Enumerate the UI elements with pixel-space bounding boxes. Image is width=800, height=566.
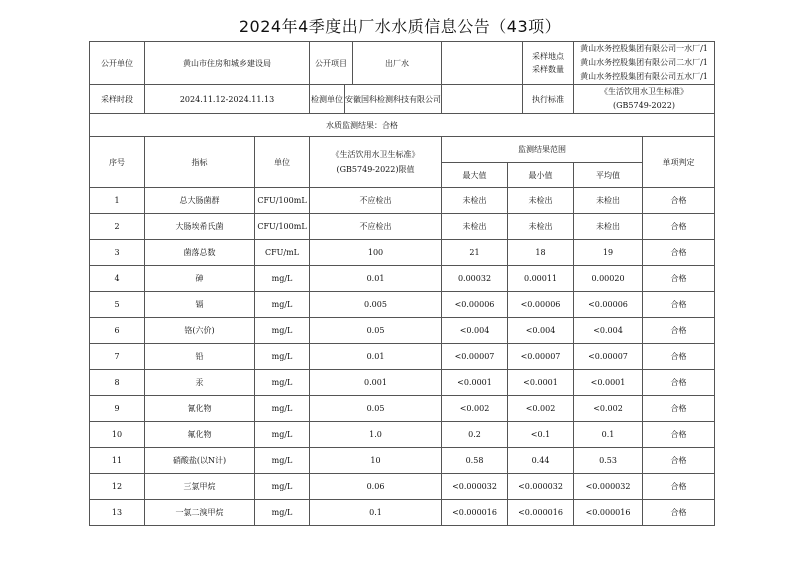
site-item: 黄山水务控股集团有限公司一水厂/1 [580, 44, 708, 53]
limit-cell: 0.05 [310, 318, 442, 344]
row-number: 3 [90, 240, 145, 266]
max-cell: 0.00032 [442, 266, 508, 292]
avg-cell: <0.0001 [574, 370, 643, 396]
row-number: 12 [90, 474, 145, 500]
judge-cell: 合格 [643, 292, 715, 318]
col-header-judge: 单项判定 [643, 137, 715, 188]
avg-cell: 19 [574, 240, 643, 266]
limit-cell: 0.05 [310, 396, 442, 422]
col-header-range: 监测结果范围 [442, 137, 643, 163]
unit-cell: mg/L [255, 344, 310, 370]
indicator-name: 一氯二溴甲烷 [145, 500, 255, 526]
unit-label: 公开单位 [90, 42, 145, 85]
row-number: 11 [90, 448, 145, 474]
col-header-limit [310, 137, 442, 188]
row-number: 2 [90, 214, 145, 240]
unit-cell: CFU/100mL [255, 214, 310, 240]
unit-cell: mg/L [255, 396, 310, 422]
indicator-name: 氟化物 [145, 422, 255, 448]
indicator-name: 总大肠菌群 [145, 188, 255, 214]
project-value-extension [442, 42, 574, 85]
time-value: 2024.11.12-2024.11.13 [145, 85, 310, 114]
table-row [90, 292, 715, 318]
judge-cell: 合格 [643, 448, 715, 474]
limit-cell: 不应检出 [310, 188, 442, 214]
result-summary: 水质监测结果：合格 [90, 114, 715, 137]
judge-cell: 合格 [643, 474, 715, 500]
row-number: 13 [90, 500, 145, 526]
standard-label: 执行标准 [522, 85, 573, 113]
max-cell: <0.00006 [442, 292, 508, 318]
row-number: 4 [90, 266, 145, 292]
table-row [90, 422, 715, 448]
agency-label: 检测单位 [310, 85, 345, 113]
max-cell: <0.00007 [442, 344, 508, 370]
site-label: 采样地点 [532, 52, 564, 61]
table-row [90, 474, 715, 500]
min-cell: <0.004 [508, 318, 574, 344]
judge-cell: 合格 [643, 188, 715, 214]
min-cell: <0.0001 [508, 370, 574, 396]
indicator-name: 三氯甲烷 [145, 474, 255, 500]
project-label: 公开项目 [310, 42, 353, 84]
table-row [90, 188, 715, 214]
site-labels [522, 42, 573, 84]
indicator-name: 大肠埃希氏菌 [145, 214, 255, 240]
table-row [90, 370, 715, 396]
agency-value: 安徽国科检测科技有限公司 [345, 94, 441, 104]
table-row [90, 214, 715, 240]
min-cell: <0.1 [508, 422, 574, 448]
indicator-name: 氰化物 [145, 396, 255, 422]
min-cell: <0.000016 [508, 500, 574, 526]
data-rows [90, 188, 715, 526]
row-number: 1 [90, 188, 145, 214]
col-header-avg: 平均值 [574, 163, 643, 188]
col-header-max: 最大值 [442, 163, 508, 188]
indicator-name: 镉 [145, 292, 255, 318]
min-cell: <0.000032 [508, 474, 574, 500]
table-row [90, 396, 715, 422]
avg-cell: 0.53 [574, 448, 643, 474]
limit-cell: 0.005 [310, 292, 442, 318]
limit-cell: 0.01 [310, 344, 442, 370]
row-number: 5 [90, 292, 145, 318]
unit-cell: mg/L [255, 500, 310, 526]
limit-cell: 0.001 [310, 370, 442, 396]
unit-cell: mg/L [255, 318, 310, 344]
max-cell: <0.004 [442, 318, 508, 344]
unit-cell: mg/L [255, 292, 310, 318]
judge-cell: 合格 [643, 344, 715, 370]
limit-cell: 不应检出 [310, 214, 442, 240]
row-number: 10 [90, 422, 145, 448]
table-row [90, 318, 715, 344]
project-cell [310, 42, 442, 85]
limit-cell: 1.0 [310, 422, 442, 448]
limit-header-line: 《生活饮用水卫生标准》 [331, 150, 420, 159]
standard-value [574, 85, 715, 114]
judge-cell: 合格 [643, 266, 715, 292]
limit-cell: 0.1 [310, 500, 442, 526]
avg-cell: <0.00007 [574, 344, 643, 370]
unit-cell: mg/L [255, 448, 310, 474]
indicator-name: 汞 [145, 370, 255, 396]
avg-cell: 0.00020 [574, 266, 643, 292]
indicator-name: 砷 [145, 266, 255, 292]
max-cell: 0.58 [442, 448, 508, 474]
table-row [90, 240, 715, 266]
col-header-no: 序号 [90, 137, 145, 188]
min-cell: 18 [508, 240, 574, 266]
min-cell: <0.002 [508, 396, 574, 422]
site-list [574, 42, 715, 85]
standard-line: 《生活饮用水卫生标准》 [600, 87, 688, 96]
avg-cell: <0.002 [574, 396, 643, 422]
site-item: 黄山水务控股集团有限公司五水厂/1 [580, 72, 708, 81]
row-number: 9 [90, 396, 145, 422]
max-cell: <0.000016 [442, 500, 508, 526]
judge-cell: 合格 [643, 422, 715, 448]
judge-cell: 合格 [643, 500, 715, 526]
table-row [90, 500, 715, 526]
project-value: 出厂水 [385, 58, 409, 68]
limit-cell: 0.06 [310, 474, 442, 500]
min-cell: 未检出 [508, 214, 574, 240]
min-cell: 0.00011 [508, 266, 574, 292]
avg-cell: <0.004 [574, 318, 643, 344]
max-cell: <0.000032 [442, 474, 508, 500]
agency-value-extension [442, 85, 574, 114]
table-row [90, 266, 715, 292]
unit-value: 黄山市住房和城乡建设局 [145, 42, 310, 85]
max-cell: 未检出 [442, 188, 508, 214]
page-title: 2024年4季度出厂水水质信息公告（43项） [238, 17, 562, 36]
site-item: 黄山水务控股集团有限公司二水厂/1 [580, 58, 708, 67]
avg-cell: <0.000016 [574, 500, 643, 526]
max-cell: 未检出 [442, 214, 508, 240]
row-number: 8 [90, 370, 145, 396]
col-header-min: 最小值 [508, 163, 574, 188]
min-cell: <0.00007 [508, 344, 574, 370]
unit-cell: mg/L [255, 266, 310, 292]
max-cell: <0.0001 [442, 370, 508, 396]
max-cell: 0.2 [442, 422, 508, 448]
unit-cell: mg/L [255, 370, 310, 396]
judge-cell: 合格 [643, 214, 715, 240]
time-label: 采样时段 [90, 85, 145, 114]
min-cell: <0.00006 [508, 292, 574, 318]
indicator-name: 铬(六价) [145, 318, 255, 344]
judge-cell: 合格 [643, 370, 715, 396]
max-cell: 21 [442, 240, 508, 266]
limit-cell: 100 [310, 240, 442, 266]
row-number: 7 [90, 344, 145, 370]
indicator-name: 硝酸盐(以N计) [145, 448, 255, 474]
water-quality-table [89, 41, 715, 526]
max-cell: <0.002 [442, 396, 508, 422]
row-number: 6 [90, 318, 145, 344]
col-header-indicator: 指标 [145, 137, 255, 188]
judge-cell: 合格 [643, 396, 715, 422]
avg-cell: 未检出 [574, 214, 643, 240]
agency-cell [310, 85, 442, 114]
indicator-name: 铅 [145, 344, 255, 370]
judge-cell: 合格 [643, 318, 715, 344]
limit-header-line: (GB5749-2022)限值 [336, 165, 415, 174]
min-cell: 未检出 [508, 188, 574, 214]
standard-line: (GB5749-2022) [613, 101, 675, 110]
limit-cell: 10 [310, 448, 442, 474]
col-header-unit: 单位 [255, 137, 310, 188]
unit-cell: mg/L [255, 422, 310, 448]
indicator-name: 菌落总数 [145, 240, 255, 266]
table-row [90, 344, 715, 370]
avg-cell: <0.00006 [574, 292, 643, 318]
quantity-label: 采样数量 [532, 65, 564, 74]
judge-cell: 合格 [643, 240, 715, 266]
min-cell: 0.44 [508, 448, 574, 474]
avg-cell: 未检出 [574, 188, 643, 214]
unit-cell: CFU/mL [255, 240, 310, 266]
table-row [90, 448, 715, 474]
unit-cell: mg/L [255, 474, 310, 500]
avg-cell: <0.000032 [574, 474, 643, 500]
limit-cell: 0.01 [310, 266, 442, 292]
unit-cell: CFU/100mL [255, 188, 310, 214]
avg-cell: 0.1 [574, 422, 643, 448]
